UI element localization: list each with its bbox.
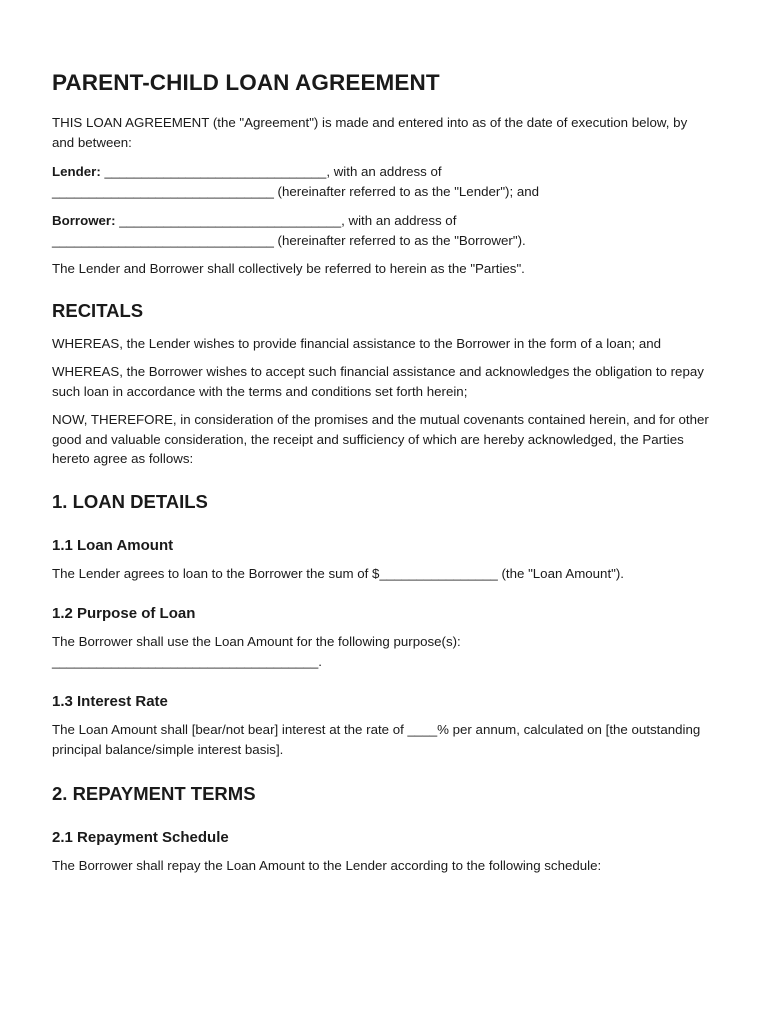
document-title: PARENT-CHILD LOAN AGREEMENT (52, 70, 440, 95)
intro-paragraph: THIS LOAN AGREEMENT (the "Agreement") is made and entered into as of the date of execution below, by and between: (52, 115, 688, 150)
document-body (52, 70, 712, 876)
loan-amount-heading: 1.1 Loan Amount (52, 536, 174, 554)
loan-purpose-blank: ____________________________________. (52, 653, 322, 669)
lender-clause (52, 162, 712, 201)
recitals-heading: RECITALS (52, 299, 144, 321)
loan-amount-text: The Lender agrees to loan to the Borrower the sum of $________________ (the "Loan Amount"). (52, 565, 624, 581)
lender-label: Lender: (52, 164, 101, 179)
repayment-heading: 2. REPAYMENT TERMS (52, 783, 256, 804)
recital-paragraph-2: WHEREAS, the Borrower wishes to accept such financial assistance and acknowledges the obligation to repay such loan in accordance with the terms and conditions set forth herein; (52, 364, 704, 399)
loan-details-heading: 1. LOAN DETAILS (52, 490, 208, 512)
borrower-label: Borrower: (52, 213, 116, 228)
borrower-address-blank: ______________________________ (hereinafter referred to as the "Borrower"). (52, 232, 526, 248)
recital-paragraph-1: WHEREAS, the Lender wishes to provide financial assistance to the Borrower in the form of a loan; and (52, 335, 662, 351)
loan-purpose-text (52, 632, 712, 671)
repayment-schedule-text: The Borrower shall repay the Loan Amount to the Lender according to the following schedule: (52, 858, 602, 873)
lender-name-blank: ______________________________, with an address of (100, 164, 442, 179)
borrower-name-blank: ______________________________, with an address of (115, 213, 457, 228)
loan-purpose-heading: 1.2 Purpose of Loan (52, 605, 196, 622)
lender-address-blank: ______________________________ (hereinafter referred to as the "Lender"); and (52, 183, 540, 199)
parties-paragraph: The Lender and Borrower shall collectively be referred to herein as the "Parties". (52, 261, 525, 276)
interest-rate-text: The Loan Amount shall [bear/not bear] interest at the rate of ____% per annum, calculated on [the outstanding principal balance/simple interest basis]. (52, 722, 701, 757)
recital-paragraph-3: NOW, THEREFORE, in consideration of the promises and the mutual covenants contained herein, and for other good and valuable consideration, the receipt and sufficiency of which are hereby acknowledged, the Parties hereto agree as follows: (52, 412, 709, 466)
borrower-clause (52, 211, 712, 250)
repayment-schedule-heading: 2.1 Repayment Schedule (52, 829, 229, 846)
interest-rate-heading: 1.3 Interest Rate (52, 693, 168, 710)
loan-purpose-line: The Borrower shall use the Loan Amount for the following purpose(s): (52, 634, 461, 649)
